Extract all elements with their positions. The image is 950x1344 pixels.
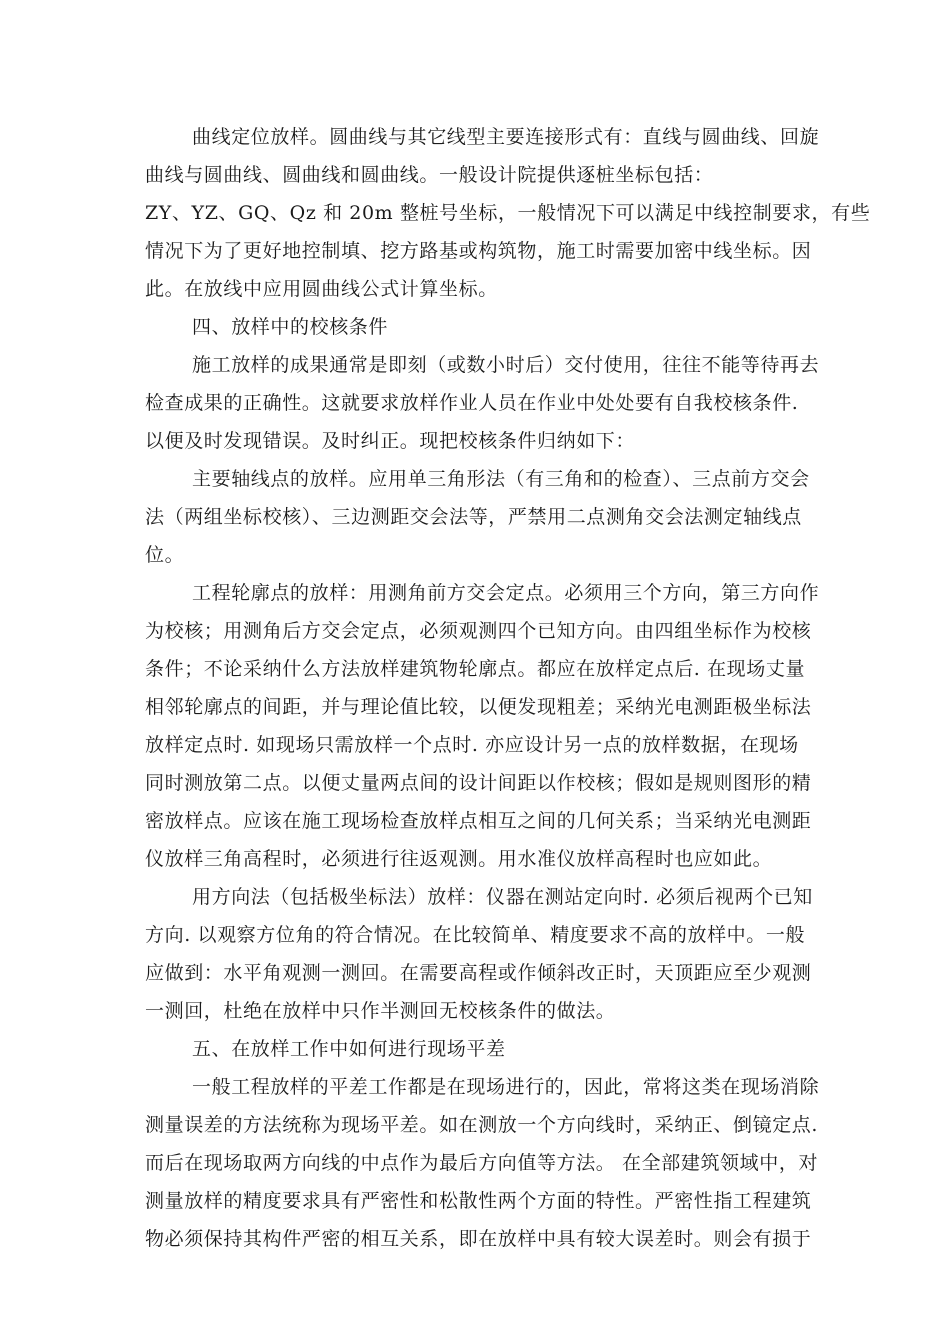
text-line: 法（两组坐标校核）、三边测距交会法等，严禁用二点测角交会法测定轴线点 <box>145 506 802 528</box>
text-line: 物必须保持其构件严密的相互关系，即在放样中具有较大误差时。则会有损于 <box>145 1228 812 1250</box>
text-line: 相邻轮廓点的间距，并与理论值比较，以便发现粗差；采纳光电测距极坐标法 <box>145 696 812 718</box>
text-line: 以便及时发现错误。及时纠正。现把校核条件归纳如下： <box>145 430 636 452</box>
text-line: 主要轴线点的放样。应用单三角形法（有三角和的检查）、三点前方交会 <box>192 468 810 490</box>
text-line: 同时测放第二点。以便丈量两点间的设计间距以作校核；假如是规则图形的精 <box>145 772 812 794</box>
text-line: 此。在放线中应用圆曲线公式计算坐标。 <box>145 278 498 300</box>
text-line: 曲线与圆曲线、圆曲线和圆曲线。一般设计院提供逐桩坐标包括： <box>145 164 714 186</box>
section-heading: 五、在放样工作中如何进行现场平差 <box>192 1038 506 1060</box>
text-line: 方向. 以观察方位角的符合情况。在比较简单、精度要求不高的放样中。一般 <box>145 924 806 946</box>
section-heading: 四、放样中的校核条件 <box>192 316 389 338</box>
text-line: 用方向法（包括极坐标法）放样：仪器在测站定向时. 必须后视两个已知 <box>192 886 813 908</box>
text-line: ZY、YZ、GQ、Qz 和 20m 整桩号坐标，一般情况下可以满足中线控制要求，有些 <box>145 202 871 224</box>
text-line: 一般工程放样的平差工作都是在现场进行的，因此，常将这类在现场消除 <box>192 1076 820 1098</box>
text-line: 密放样点。应该在施工现场检查放样点相互之间的几何关系；当采纳光电测距 <box>145 810 812 832</box>
text-line: 测量误差的方法统称为现场平差。如在测放一个方向线时，采纳正、倒镜定点. <box>145 1114 819 1136</box>
text-line: 检查成果的正确性。这就要求放样作业人员在作业中处处要有自我校核条件. <box>145 392 799 414</box>
text-line: 应做到：水平角观测一测回。在需要高程或作倾斜改正时，天顶距应至少观测 <box>145 962 812 984</box>
text-line: 为校核；用测角后方交会定点，必须观测四个已知方向。由四组坐标作为校核 <box>145 620 812 642</box>
text-line: 曲线定位放样。圆曲线与其它线型主要连接形式有：直线与圆曲线、回旋 <box>192 126 820 148</box>
text-line: 工程轮廓点的放样：用测角前方交会定点。必须用三个方向，第三方向作 <box>192 582 820 604</box>
text-line: 而后在现场取两方向线的中点作为最后方向值等方法。 在全部建筑领域中，对 <box>145 1152 819 1174</box>
text-line: 仪放样三角高程时，必须进行往返观测。用水准仪放样高程时也应如此。 <box>145 848 773 870</box>
text-line: 一测回，杜绝在放样中只作半测回无校核条件的做法。 <box>145 1000 616 1022</box>
text-line: 测量放样的精度要求具有严密性和松散性两个方面的特性。严密性指工程建筑 <box>145 1190 812 1212</box>
text-line: 情况下为了更好地控制填、挖方路基或构筑物，施工时需要加密中线坐标。因 <box>145 240 812 262</box>
text-line: 放样定点时. 如现场只需放样一个点时. 亦应设计另一点的放样数据，在现场 <box>145 734 799 756</box>
text-line: 位。 <box>145 544 185 566</box>
text-line: 条件；不论采纳什么方法放样建筑物轮廓点。都应在放样定点后. 在现场丈量 <box>145 658 806 680</box>
text-line: 施工放样的成果通常是即刻（或数小时后）交付使用，往往不能等待再去 <box>192 354 820 376</box>
